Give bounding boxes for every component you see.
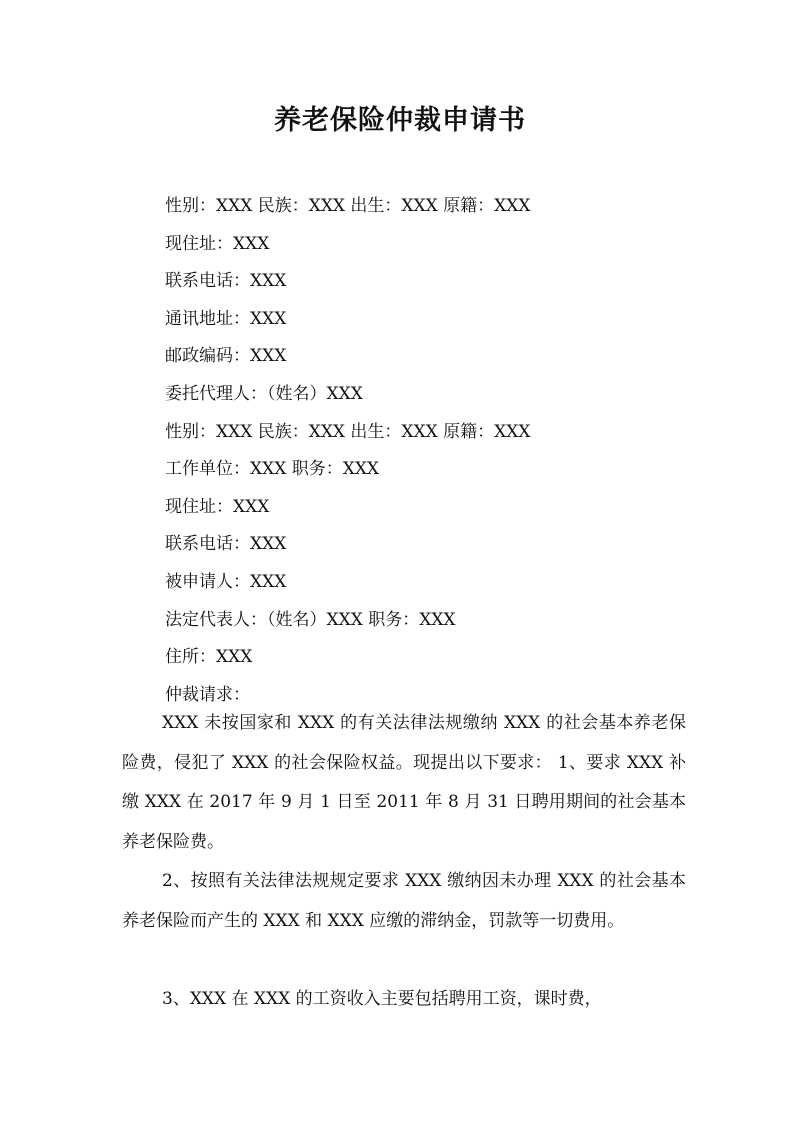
field-respondent: 被申请人：XXX bbox=[165, 571, 287, 592]
field-mailing-address: 通讯地址：XXX bbox=[165, 308, 287, 329]
field-agent-employer-position: 工作单位：XXX 职务：XXX bbox=[165, 459, 380, 480]
field-postal-code: 邮政编码：XXX bbox=[165, 346, 287, 367]
field-applicant-address: 现住址：XXX bbox=[165, 233, 270, 254]
field-legal-representative: 法定代表人：（姓名）XXX 职务：XXX bbox=[165, 609, 456, 630]
claim-paragraph-3: 3、XXX 在 XXX 的工资收入主要包括聘用工资，课时费， bbox=[162, 989, 602, 1009]
field-respondent-domicile: 住所：XXX bbox=[165, 647, 253, 668]
field-agent-name: 委托代理人：（姓名）XXX bbox=[165, 383, 363, 404]
document-title: 养老保险仲裁申请书 bbox=[274, 105, 526, 136]
field-agent-gender-ethnicity-birth-origin: 性别：XXX 民族：XXX 出生：XXX 原籍：XXX bbox=[165, 421, 531, 442]
claim-paragraph-2: 2、按照有关法律法规规定要求 XXX 缴纳因未办理 XXX 的社会基本养老保险而产生的 XXX 和 XXX 应缴的滞纳金，罚款等一切费用。 bbox=[122, 871, 686, 931]
field-agent-phone: 联系电话：XXX bbox=[165, 534, 287, 555]
field-arbitration-claims-heading: 仲裁请求： bbox=[165, 684, 250, 705]
claim-paragraph-1: XXX 未按国家和 XXX 的有关法律法规缴纳 XXX 的社会基本养老保险费，侵犯了 XXX 的社会保险权益。现提出以下要求： 1、要求 XXX 补缴 XXX 在 2017 年 9 月 1 日至 2011 年 8 月 31 日聘用期间的社会基本养老保险费。 bbox=[122, 713, 686, 852]
field-applicant-phone: 联系电话：XXX bbox=[165, 271, 287, 292]
field-applicant-gender-ethnicity-birth-origin: 性别：XXX 民族：XXX 出生：XXX 原籍：XXX bbox=[165, 196, 531, 216]
field-agent-address: 现住址：XXX bbox=[165, 496, 270, 517]
party-info-list bbox=[165, 188, 530, 714]
